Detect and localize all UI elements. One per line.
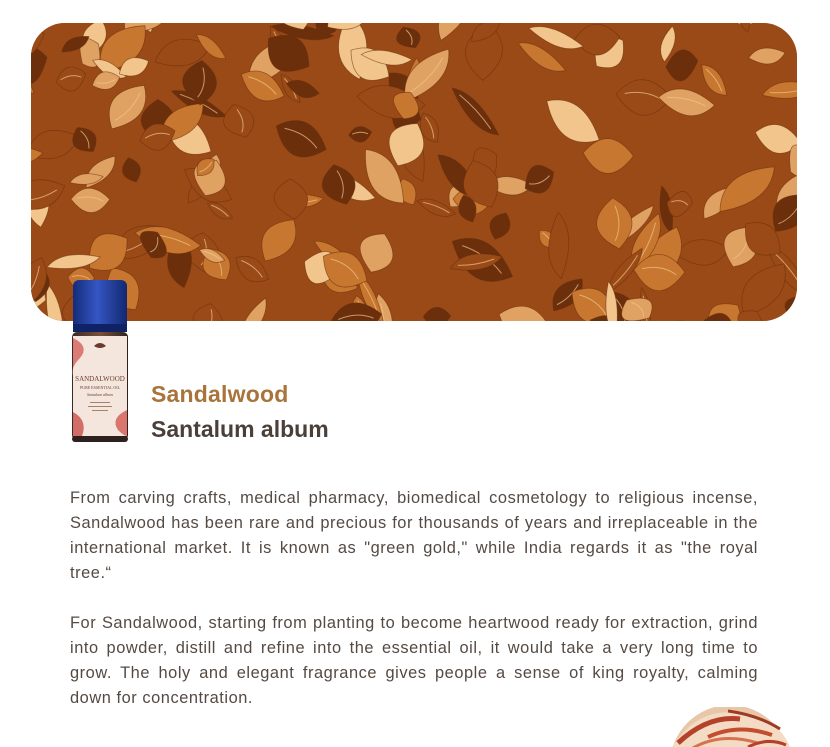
product-description	[70, 486, 758, 711]
wood-slice-illustration	[668, 707, 792, 747]
wood-slice-decoration	[668, 707, 792, 747]
sandalwood-hero-image	[31, 23, 797, 321]
label-line3: Santalum album	[86, 392, 114, 397]
sandalwood-chips-illustration	[31, 23, 797, 321]
wood-grain	[31, 307, 39, 321]
label-line2: PURE ESSENTIAL OIL	[79, 385, 121, 390]
label-line1: SANDALWOOD	[75, 375, 125, 383]
bottle-illustration	[70, 280, 130, 442]
description-paragraph-1: From carving crafts, medical pharmacy, biomedical cosmetology to religious incense, Sandalwood has been rare and precious for thousands of years and irreplaceable in the international market. It is known as "green gold," while India regards it as "the royal tree.“	[70, 489, 758, 582]
description-paragraph-2: For Sandalwood, starting from planting to become heartwood ready for extraction, grind into powder, distill and refine into the essential oil, it would take a very long time to grow. The holy and elegant fragrance gives people a sense of king royalty, calming down for concentration.	[70, 614, 758, 707]
essential-oil-bottle-image	[70, 280, 130, 442]
product-title-block	[151, 378, 329, 446]
wood-grain	[792, 301, 797, 320]
product-latin-name: Santalum album	[151, 416, 329, 442]
product-name: Sandalwood	[151, 381, 289, 407]
